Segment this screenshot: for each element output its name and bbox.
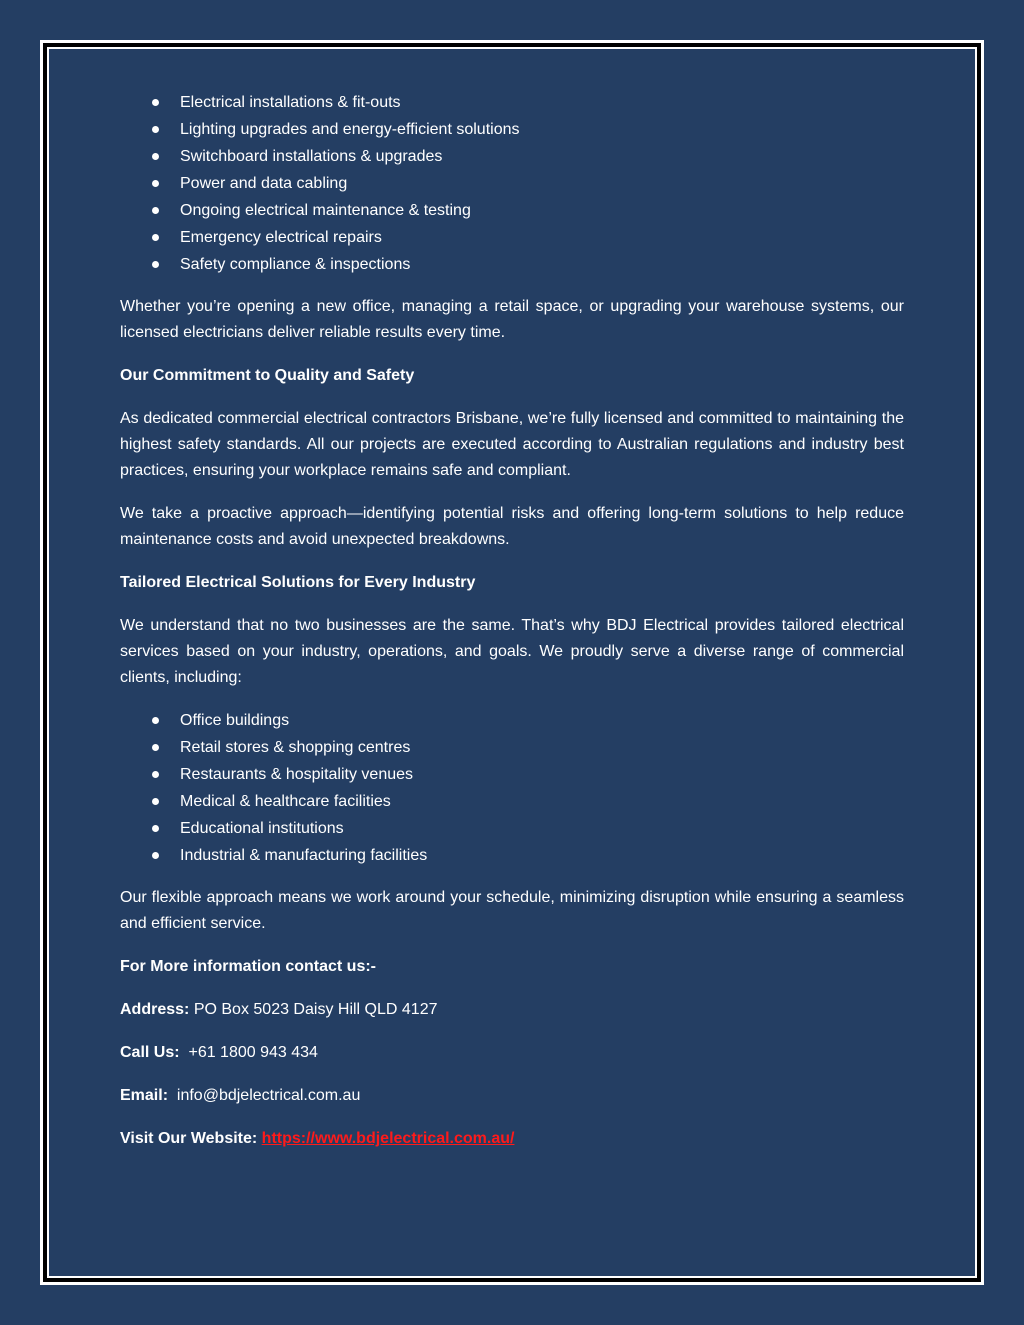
bullet-icon [152,234,159,241]
list-item: Emergency electrical repairs [120,225,904,252]
list-item: Restaurants & hospitality venues [120,762,904,789]
bullet-icon [152,99,159,106]
list-item: Safety compliance & inspections [120,252,904,279]
bullet-icon [152,261,159,268]
email-value: info@bdjelectrical.com.au [176,1087,361,1104]
list-item: Electrical installations & fit-outs [120,90,904,117]
list-item: Power and data cabling [120,171,904,198]
phone-line [120,1040,904,1066]
intro-paragraph: Whether you’re opening a new office, managing a retail space, or upgrading your warehouse systems, our licensed electricians deliver reliable results every time. [120,298,904,341]
bullet-icon [152,153,159,160]
website-label: Visit Our Website: [120,1130,258,1147]
call-label: Call Us: [120,1044,180,1061]
address-line [120,997,904,1023]
bullet-icon [152,771,159,778]
bullet-icon [152,825,159,832]
bullet-icon [152,717,159,724]
list-item: Medical & healthcare facilities [120,789,904,816]
list-item: Educational institutions [120,816,904,843]
bullet-icon [152,744,159,751]
phone-value: +61 1800 943 434 [188,1044,318,1061]
bullet-icon [152,126,159,133]
list-item: Retail stores & shopping centres [120,735,904,762]
list-item: Office buildings [120,708,904,735]
list-item: Industrial & manufacturing facilities [120,843,904,870]
email-label: Email: [120,1087,169,1104]
bullet-icon [152,180,159,187]
website-line [120,1126,904,1152]
bullet-icon [152,207,159,214]
services-list [120,90,904,279]
contact-heading: For More information contact us:- [120,958,376,975]
list-item: Switchboard installations & upgrades [120,144,904,171]
tailored-paragraph: We understand that no two businesses are the same. That’s why BDJ Electrical provides tailored electrical services based on your industry, operations, and goals. We proudly serve a diverse range of commercial clients, including: [120,617,904,686]
industries-list [120,708,904,870]
list-item: Ongoing electrical maintenance & testing [120,198,904,225]
email-line [120,1083,904,1109]
closing-paragraph: Our flexible approach means we work around your schedule, minimizing disruption while ensuring a seamless and efficient service. [120,889,904,932]
commitment-paragraph-1: As dedicated commercial electrical contractors Brisbane, we’re fully licensed and committed to maintaining the highest safety standards. All our projects are executed according to Australian regulations and industry best practices, ensuring your workplace remains safe and compliant. [120,410,904,479]
bullet-icon [152,852,159,859]
tailored-heading: Tailored Electrical Solutions for Every Industry [120,574,476,591]
list-item: Lighting upgrades and energy-efficient solutions [120,117,904,144]
bullet-icon [152,798,159,805]
website-link[interactable]: https://www.bdjelectrical.com.au/ [261,1130,515,1147]
address-label: Address: [120,1001,190,1018]
commitment-heading: Our Commitment to Quality and Safety [120,367,415,384]
commitment-paragraph-2: We take a proactive approach—identifying potential risks and offering long-term solutions to help reduce maintenance costs and avoid unexpected breakdowns. [120,505,904,548]
address-value: PO Box 5023 Daisy Hill QLD 4127 [193,1001,438,1018]
document-content [120,90,904,1152]
